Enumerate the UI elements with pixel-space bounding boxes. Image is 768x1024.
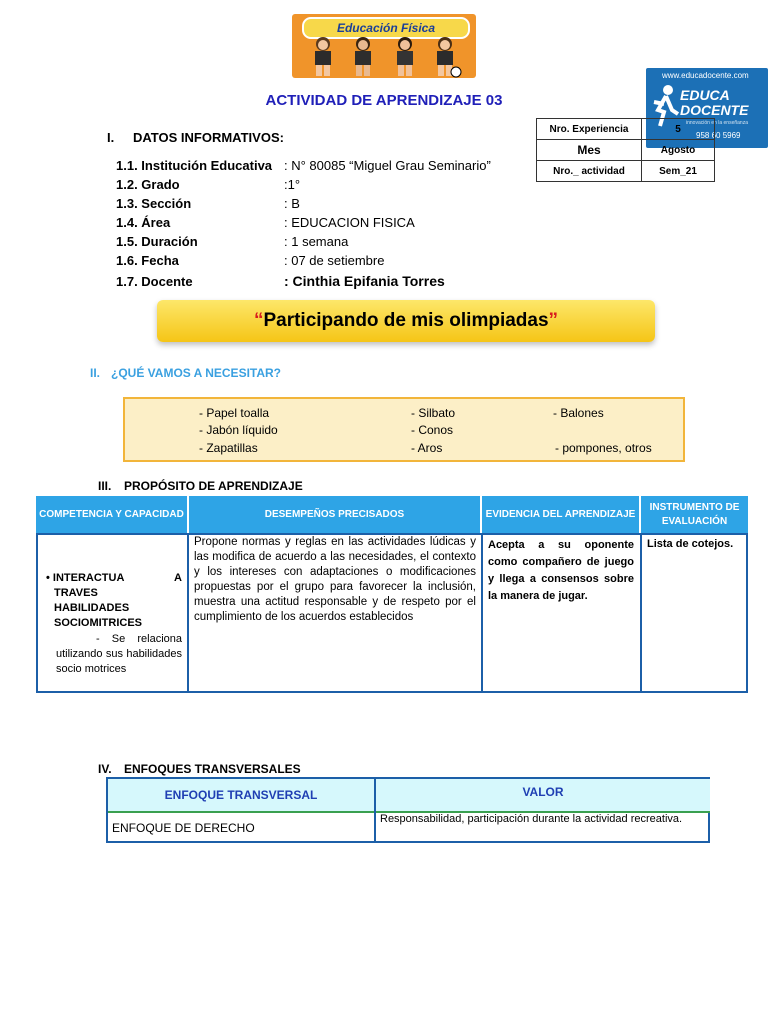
enfoque-cell: ENFOQUE DE DERECHO (112, 821, 255, 835)
section-1-title: DATOS INFORMATIVOS: (133, 130, 284, 145)
section-3-number: III. (98, 479, 112, 493)
kid-illustration (388, 34, 422, 78)
header-banner (292, 14, 476, 78)
close-quote: ” (548, 310, 559, 331)
info-label: Mes (537, 140, 642, 161)
column-header: INSTRUMENTO DE EVALUACIÓN (641, 496, 748, 533)
enfoques-table (106, 777, 710, 843)
column-divider (187, 535, 189, 691)
capacidad-cell: - Se relaciona utilizando sus habilidades socio motrices (56, 633, 182, 675)
list-item: - Papel toalla (199, 406, 270, 420)
competencia-word: A (174, 572, 182, 584)
list-item: - Aros (411, 441, 443, 455)
section-4-number: IV. (98, 762, 112, 776)
column-header: COMPETENCIA Y CAPACIDAD (36, 496, 187, 533)
dato-value: : B (284, 196, 300, 211)
desempenos-cell: Propone normas y reglas en las actividades lúdicas y las modifica de acuerdo a las necesidades, el contexto y los intereses con adaptaciones o modificaciones propuestas por el grupo para favorecer la inclusión, muestra una actitud responsable y de respeto por el cumplimiento de los acuerdos establecidos (194, 536, 476, 623)
list-item: - Balones (553, 406, 604, 420)
dato-label: 1.1. Institución Educativa (116, 158, 273, 173)
kid-illustration (428, 34, 462, 78)
dato-value: : 1 semana (284, 234, 349, 249)
dato-label: 1.5. Duración (116, 234, 198, 249)
dato-label: 1.4. Área (116, 215, 171, 230)
column-header: ENFOQUE TRANSVERSAL (108, 779, 374, 813)
brand-line-2: DOCENTE (680, 102, 749, 118)
section-2-number: II. (90, 366, 101, 380)
evidencia-cell: Acepta a su oponente como compañero de juego y llega a consensos sobre la manera de jugar. (488, 539, 634, 602)
dato-value: : EDUCACION FISICA (284, 215, 415, 230)
info-value: Agosto (642, 140, 715, 161)
table-row (537, 161, 715, 182)
dato-label: 1.3. Sección (116, 196, 192, 211)
instrumento-cell: Lista de cotejos. (647, 538, 734, 550)
brand-line-1: EDUCA (680, 87, 730, 103)
kid-illustration (346, 34, 380, 78)
activity-title-callout (157, 300, 655, 342)
column-header: DESEMPEÑOS PRECISADOS (189, 496, 480, 533)
watermark-phone: 958 60 5969 (696, 131, 741, 140)
watermark-tagline: innovación en la enseñanza (686, 120, 748, 126)
section-4-title: ENFOQUES TRANSVERSALES (124, 762, 301, 776)
column-divider (640, 535, 642, 691)
info-value: 5 (642, 119, 715, 140)
banner-title: Educación Física (302, 17, 470, 39)
list-item: - Conos (411, 423, 454, 437)
docente-name: : Cinthia Epifania Torres (284, 273, 445, 289)
dato-label: 1.2. Grado (116, 177, 180, 192)
list-item: - pompones, otros (555, 441, 652, 455)
dato-value: :1° (284, 177, 301, 192)
competencia-rest: TRAVES HABILIDADES SOCIOMITRICES (54, 587, 143, 629)
watermark-url: www.educadocente.com (662, 71, 749, 80)
column-divider (374, 811, 376, 841)
dato-value: : 07 de setiembre (284, 253, 385, 268)
list-item: - Silbato (411, 406, 456, 420)
dato-label: 1.6. Fecha (116, 253, 179, 268)
info-label: Nro. Experiencia (537, 119, 642, 140)
competencia-word: INTERACTUA (52, 572, 125, 584)
column-divider (481, 535, 483, 691)
open-quote: “ (253, 310, 264, 331)
document-title: ACTIVIDAD DE APRENDIZAJE 03 (265, 92, 503, 109)
column-header: VALOR (374, 779, 710, 813)
materials-box (123, 397, 685, 462)
competencia-line (46, 571, 182, 586)
dato-label: 1.7. Docente (116, 274, 193, 289)
section-1-number: I. (107, 130, 115, 145)
section-2-title: ¿QUÉ VAMOS A NECESITAR? (111, 366, 282, 380)
list-item: - Zapatillas (199, 441, 258, 455)
competencia-cell (46, 571, 182, 631)
dato-value: : N° 80085 “Miguel Grau Seminario” (284, 158, 491, 173)
table-row (537, 119, 715, 140)
column-header: EVIDENCIA DEL APRENDIZAJE (482, 496, 639, 533)
valor-cell: Responsabilidad, participación durante la actividad recreativa. (380, 813, 683, 825)
info-value: Sem_21 (642, 161, 715, 182)
section-3-title: PROPÓSITO DE APRENDIZAJE (124, 479, 303, 493)
info-label: Nro._ actividad (537, 161, 642, 182)
activity-title: Participando de mis olimpiadas (263, 310, 549, 331)
proposito-table-body (36, 533, 748, 693)
table-row (537, 140, 715, 161)
list-item: - Jabón líquido (199, 423, 278, 437)
kid-illustration (306, 34, 340, 78)
info-table (536, 118, 715, 182)
competencia-text: • INTERACTUA (46, 572, 125, 584)
